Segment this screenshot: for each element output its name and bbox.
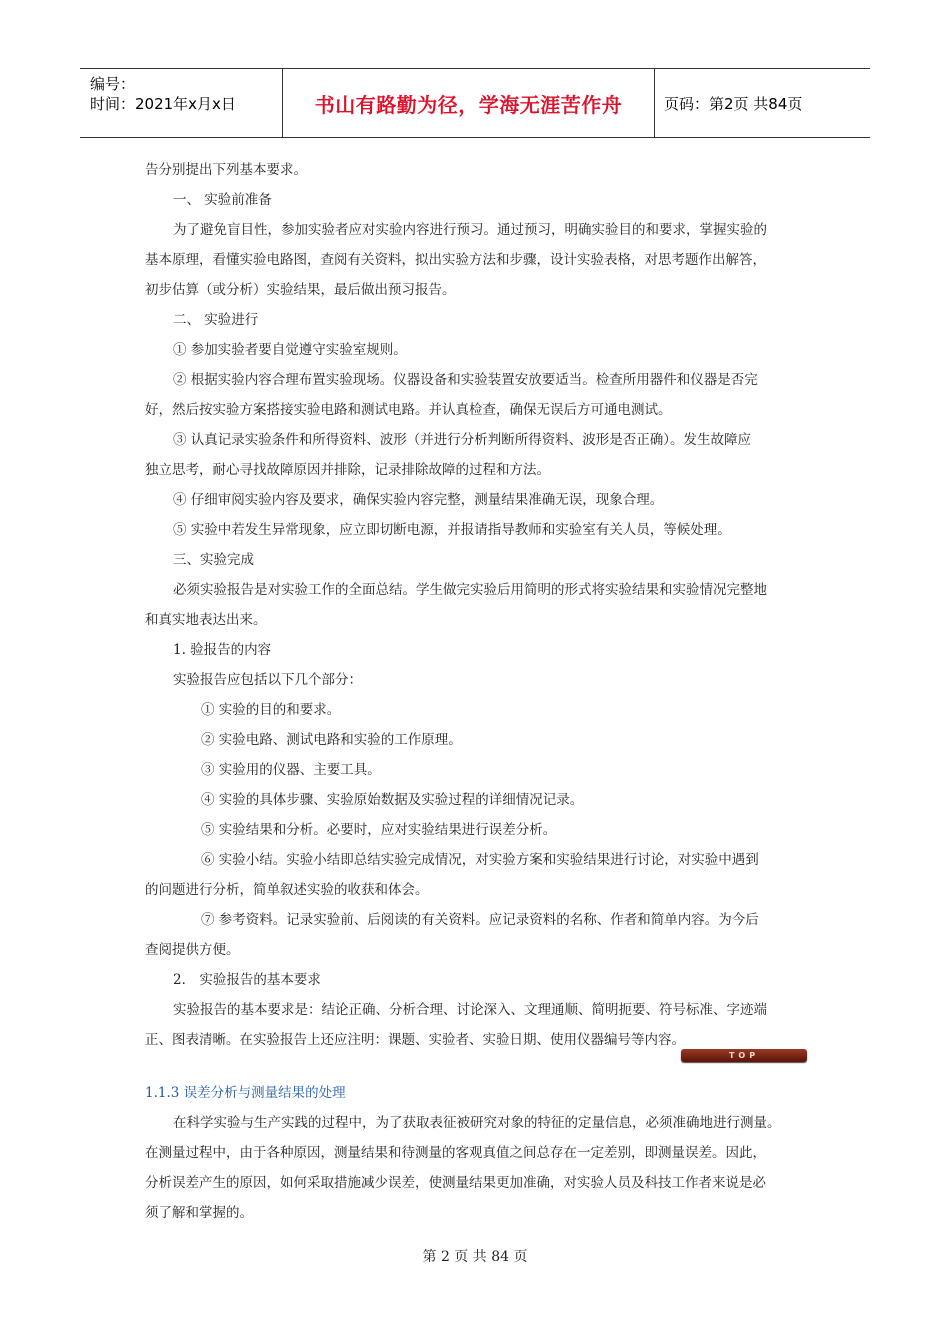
paragraph: 基本原理，看懂实验电路图，查阅有关资料，拟出实验方法和步骤，设计实验表格，对思考题作出解答， xyxy=(145,252,766,268)
list-item: ① 参加实验者要自觉遵守实验室规则。 xyxy=(173,342,407,358)
heading-report-content: 1. 验报告的内容 xyxy=(173,642,272,658)
list-item: ② 根据实验内容合理布置实验现场。仪器设备和实验装置安放要适当。检查所用器件和仪器是否完 xyxy=(173,372,758,388)
header-page-cell xyxy=(654,69,870,137)
paragraph: 为了避免盲目性，参加实验者应对实验内容进行预习。通过预习，明确实验目的和要求，掌握实验的 xyxy=(173,222,767,238)
paragraph: 在科学实验与生产实践的过程中，为了获取表征被研究对象的特征的定量信息，必须准确地进行测量。 xyxy=(173,1115,781,1131)
list-item: ① 实验的目的和要求。 xyxy=(201,702,341,718)
code-label: 编号： xyxy=(90,75,136,93)
heading-conduct: 二、 实验进行 xyxy=(173,312,259,328)
list-item: 的问题进行分析，简单叙述实验的收获和体会。 xyxy=(145,882,429,898)
list-item: ⑤ 实验结果和分析。必要时，应对实验结果进行误差分析。 xyxy=(201,822,557,838)
section-body xyxy=(145,1108,810,1228)
paragraph: 须了解和掌握的。 xyxy=(145,1205,253,1221)
header-meta xyxy=(80,69,281,137)
heading-report-requirements: 2． 实验报告的基本要求 xyxy=(173,972,321,988)
list-item: ④ 实验的具体步骤、实验原始数据及实验过程的详细情况记录。 xyxy=(201,792,584,808)
date-label: 时间：2021年x月x日 xyxy=(90,95,236,113)
list-item: ③ 实验用的仪器、主要工具。 xyxy=(201,762,381,778)
list-item: 好，然后按实验方案搭接实验电路和测试电路。并认真检查，确保无误后方可通电测试。 xyxy=(145,402,672,418)
list-item: ⑤ 实验中若发生异常现象，应立即切断电源，并报请指导教师和实验室有关人员，等候处理。 xyxy=(173,522,731,538)
list-item: 查阅提供方便。 xyxy=(145,942,240,958)
list-item: ③ 认真记录实验条件和所得资料、波形（并进行分析判断所得资料、波形是否正确）。发生故障应 xyxy=(173,432,752,448)
section-title: 1.1.3 误差分析与测量结果的处理 xyxy=(145,1085,346,1101)
heading-complete: 三、实验完成 xyxy=(173,552,254,568)
paragraph: 在测量过程中，由于各种原因，测量结果和待测量的客观真值之间总存在一定差别，即测量误差。因此， xyxy=(145,1145,766,1161)
page-footer: 第 2 页 共 84 页 xyxy=(422,1249,528,1265)
paragraph: 正、图表清晰。在实验报告上还应注明：课题、实验者、实验日期、使用仪器编号等内容。 xyxy=(145,1032,685,1048)
list-item: ② 实验电路、测试电路和实验的工作原理。 xyxy=(201,732,462,748)
list-item: ⑦ 参考资料。记录实验前、后阅读的有关资料。应记录资料的名称、作者和简单内容。为今后 xyxy=(201,912,759,928)
header-motto-cell xyxy=(282,69,655,137)
motto-text: 书山有路勤为径，学海无涯苦作舟 xyxy=(314,92,623,117)
page-header xyxy=(80,68,870,138)
list-item: ④ 仔细审阅实验内容及要求，确保实验内容完整，测量结果准确无误，现象合理。 xyxy=(173,492,664,508)
page-number-label: 页码：第2页 共84页 xyxy=(664,94,803,113)
paragraph: 初步估算（或分析）实验结果，最后做出预习报告。 xyxy=(145,282,456,298)
paragraph: 分析误差产生的原因，如何采取措施减少误差，使测量结果更加准确，对实验人员及科技工作者来说是必 xyxy=(145,1175,766,1191)
paragraph: 和真实地表达出来。 xyxy=(145,612,267,628)
paragraph: 实验报告应包括以下几个部分： xyxy=(173,672,362,688)
list-item: 独立思考，耐心寻找故障原因并排除，记录排除故障的过程和方法。 xyxy=(145,462,550,478)
paragraph: 实验报告的基本要求是：结论正确、分析合理、讨论深入、文理通顺、简明扼要、符号标准、字迹端 xyxy=(173,1002,767,1018)
document-body xyxy=(145,155,810,1055)
list-item: ⑥ 实验小结。实验小结即总结实验完成情况，对实验方案和实验结果进行讨论，对实验中遇到 xyxy=(201,852,759,868)
paragraph: 告分别提出下列基本要求。 xyxy=(145,162,307,178)
top-button-label: TOP xyxy=(728,1051,760,1060)
heading-prep: 一、 实验前准备 xyxy=(173,192,272,208)
back-to-top-button[interactable] xyxy=(681,1049,807,1062)
paragraph: 必须实验报告是对实验工作的全面总结。学生做完实验后用简明的形式将实验结果和实验情况完整地 xyxy=(173,582,767,598)
